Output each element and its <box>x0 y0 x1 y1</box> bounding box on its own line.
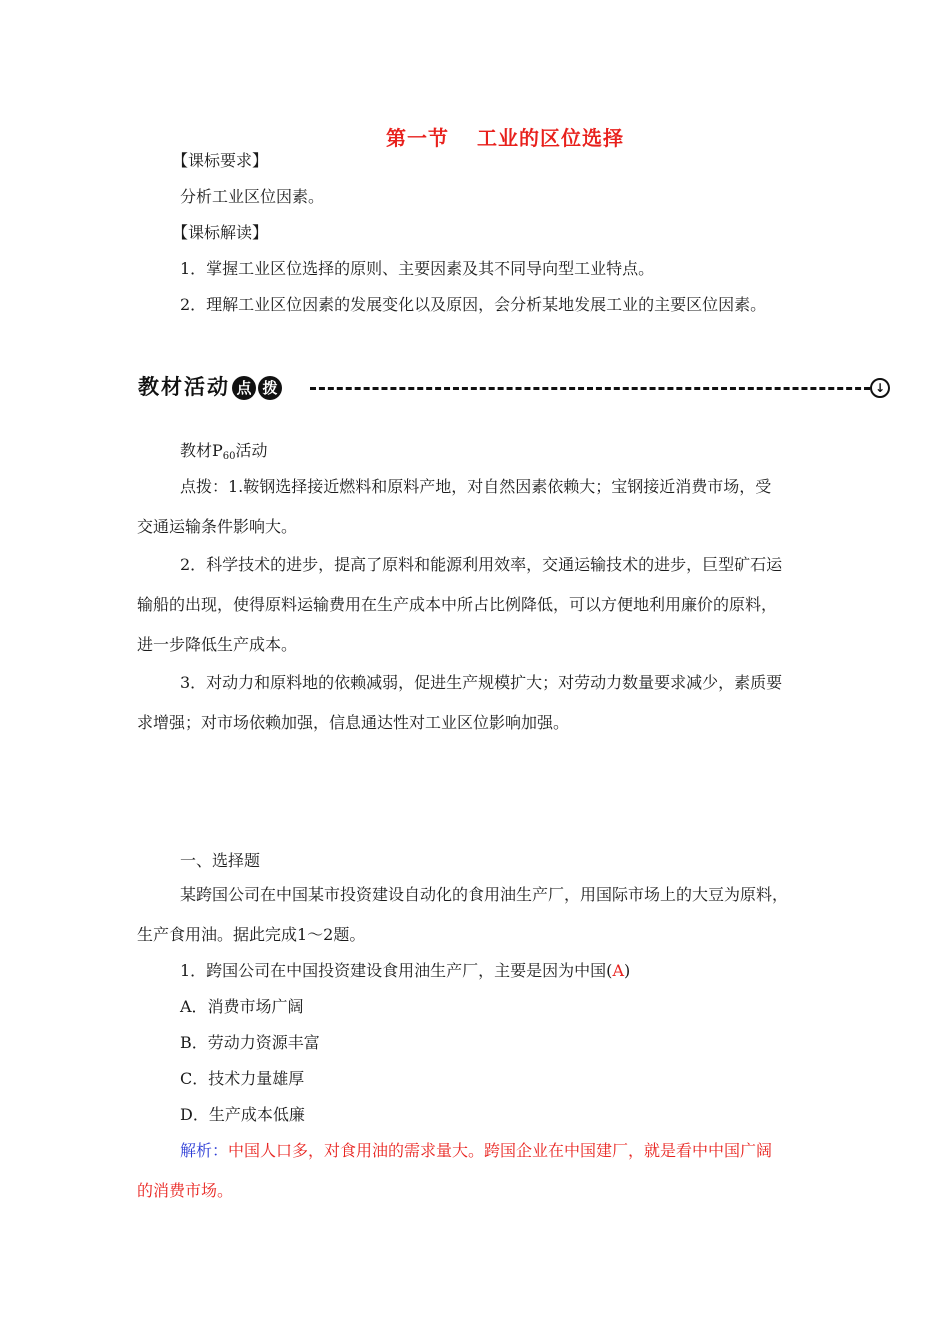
analysis-label: 解析： <box>180 1141 229 1160</box>
option-d: D．生产成本低廉 <box>180 1105 305 1124</box>
section-banner <box>138 372 890 402</box>
interpretation-label: 【课标解读】 <box>172 223 269 242</box>
option-b: B．劳动力资源丰富 <box>180 1033 320 1052</box>
question-stem-line-2: 生产食用油。据此完成1～2题。 <box>137 925 366 944</box>
title-section-number: 第一节 <box>386 126 449 150</box>
analysis-line-1 <box>180 1140 772 1162</box>
question-1-close-paren: ) <box>624 961 631 980</box>
activity-point-3-line-1: 3．对动力和原料地的依赖减弱，促进生产规模扩大；对劳动力数量要求减少，素质要 <box>180 673 783 692</box>
question-1-text: 1．跨国公司在中国投资建设食用油生产厂，主要是因为中国( <box>180 961 613 980</box>
banner-title <box>138 372 282 402</box>
activity-point-2-line-3: 进一步降低生产成本。 <box>137 635 298 654</box>
banner-dot-char-1: 点 <box>232 376 256 400</box>
interpretation-item-1: 1．掌握工业区位选择的原则、主要因素及其不同导向型工业特点。 <box>180 259 655 278</box>
page-title <box>0 122 950 151</box>
interpretation-item-2: 2．理解工业区位因素的发展变化以及原因，会分析某地发展工业的主要区位因素。 <box>180 295 767 314</box>
banner-title-text: 教材活动 <box>138 375 230 399</box>
question-1-answer: A <box>612 961 624 980</box>
exercise-section-heading: 一、选择题 <box>180 851 261 870</box>
banner-dot-char-2: 拨 <box>258 376 282 400</box>
option-c: C．技术力量雄厚 <box>180 1069 305 1088</box>
option-a: A．消费市场广阔 <box>180 997 304 1016</box>
question-stem-line-1: 某跨国公司在中国某市投资建设自动化的食用油生产厂，用国际市场上的大豆为原料， <box>180 885 789 904</box>
activity-point-1-line-2: 交通运输条件影响大。 <box>137 517 298 536</box>
analysis-text-1: 中国人口多，对食用油的需求量大。跨国企业在中国建厂，就是看中中国广阔 <box>228 1141 773 1160</box>
activity-point-1-line-1: 点拨：1.鞍钢选择接近燃料和原料产地，对自然因素依赖大；宝钢接近消费市场，受 <box>180 477 772 496</box>
activity-point-2-line-1: 2．科学技术的进步，提高了原料和能源利用效率，交通运输技术的进步，巨型矿石运 <box>180 555 783 574</box>
requirement-text: 分析工业区位因素。 <box>180 187 325 206</box>
textbook-page-subscript: 60 <box>222 451 236 462</box>
down-arrow-circle-icon: ↓ <box>870 378 890 398</box>
textbook-suffix: 活动 <box>235 441 268 460</box>
textbook-prefix: 教材P <box>180 441 223 460</box>
activity-point-2-line-2: 输船的出现，使得原料运输费用在生产成本中所占比例降低，可以方便地利用廉价的原料， <box>137 595 778 614</box>
requirement-label: 【课标要求】 <box>172 151 269 170</box>
banner-dashed-divider <box>310 387 870 390</box>
activity-point-3-line-2: 求增强；对市场依赖加强，信息通达性对工业区位影响加强。 <box>137 713 570 732</box>
title-text: 工业的区位选择 <box>477 126 624 150</box>
analysis-line-2: 的消费市场。 <box>137 1181 234 1200</box>
question-1 <box>180 960 630 982</box>
textbook-reference <box>180 440 268 468</box>
